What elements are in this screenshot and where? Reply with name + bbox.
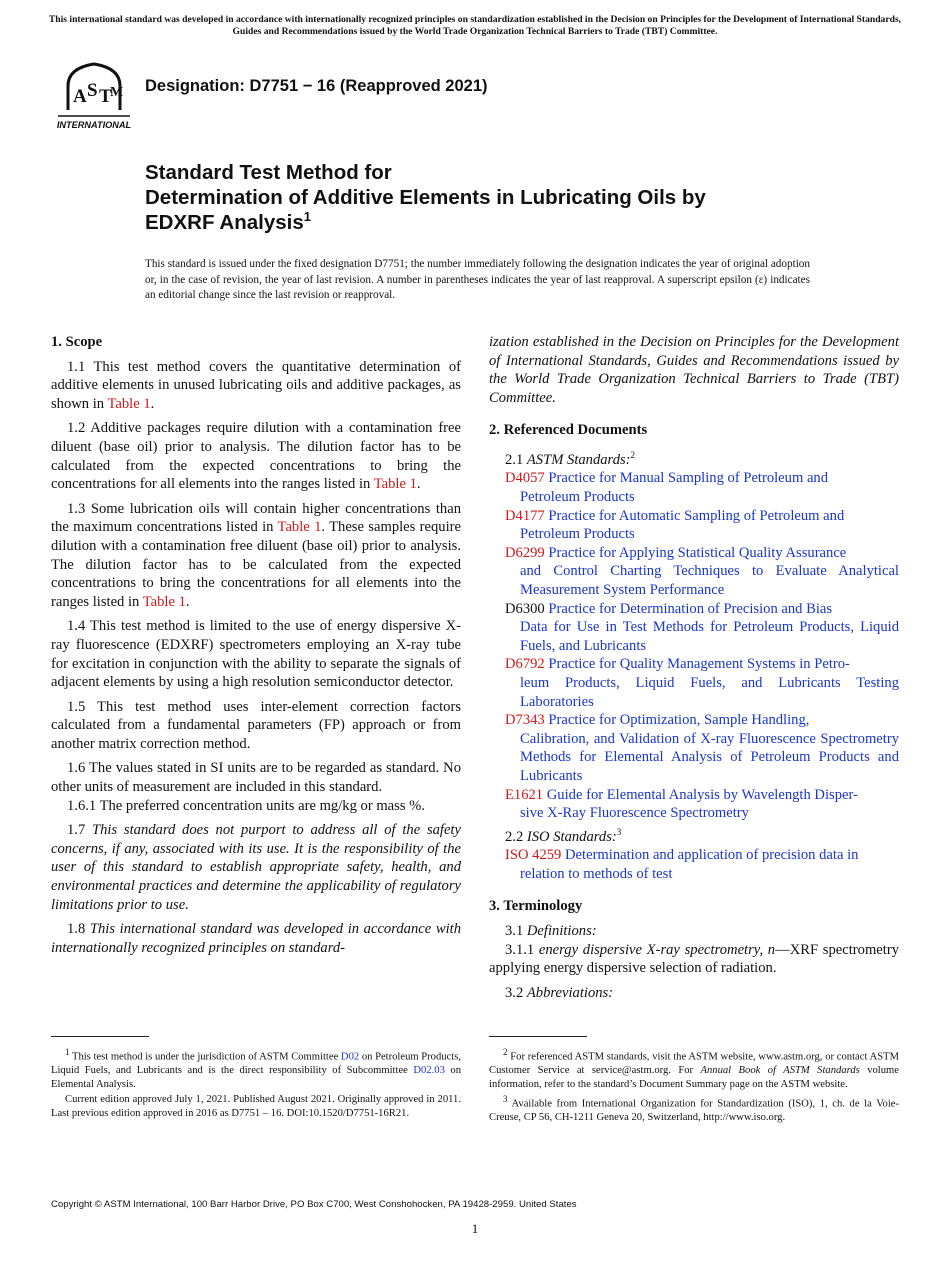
astm-reference-list xyxy=(489,469,899,822)
left-column xyxy=(51,333,461,957)
reference-code[interactable]: D7343 xyxy=(505,712,545,729)
reference-code: D6300 xyxy=(505,600,545,617)
copyright-line: Copyright © ASTM International, 100 Barr Harbor Drive, PO Box C700, West Conshohocken, PA 19428-2959. United States xyxy=(51,1199,577,1210)
reference-title-continued[interactable]: Petroleum Products xyxy=(520,526,635,543)
footnote-2: $^2$ For referenced ASTM standards, visit the ASTM website, www.astm.org, or contact ASTM Customer Service at service@astm.org. For Annual Book of ASTM Standards volume information, refer to the standard’s Document Summary page on the ASTM website. xyxy=(489,1047,899,1090)
para-1-1: 1.1 This test method covers the quantitative determination of additive elements in unused lubricating oils and additive packages, as shown in Table 1. xyxy=(51,358,461,412)
para-1-5: 1.5 This test method uses inter-element correction factors calculated from a fundamental parameters (FP) approach or from another matrix correction method. xyxy=(51,698,461,752)
reference-title[interactable]: Practice for Determination of Precision and Bias xyxy=(548,600,833,617)
para-1-8-continued: ization established in the Decision on Principles for the Development of International Standards, Guides and Recommendations issued by the World Trade Organization Technical Barriers to Trade (TBT) Committee. xyxy=(489,334,899,406)
wto-notice: This international standard was developed in accordance with internationally recognized principles on standardization established in the Decision on Principles for the Development of International Standards, Guides and Recommendations issued by the World Trade Organization Technical Barriers to Trade (TBT) Committee. xyxy=(48,14,902,37)
reference-d4057[interactable] xyxy=(489,469,899,506)
table-1-link[interactable]: Table 1 xyxy=(277,519,322,536)
reference-title[interactable]: Practice for Quality Management Systems in Petro- xyxy=(548,656,850,673)
para-3-1: 3.1 Definitions: xyxy=(505,922,597,939)
subcommittee-d02-03-link[interactable]: D02.03 xyxy=(413,1065,445,1077)
reference-d7343[interactable] xyxy=(489,711,899,785)
para-1-8: 1.8 This international standard was developed in accordance with internationally recognized principles on standard- xyxy=(51,921,462,956)
title-line-1: Standard Test Method for xyxy=(145,161,392,184)
reference-iso-4259[interactable]: ISO 4259 Determination and application of precision data in relation to methods of test xyxy=(505,847,859,882)
astm-logo xyxy=(54,58,134,132)
designation: Designation: D7751 − 16 (Reapproved 2021) xyxy=(145,77,488,95)
section-heading-scope: 1. Scope xyxy=(51,334,103,350)
reference-title-continued[interactable]: leum Products, Liquid Fuels, and Lubricants Testing Laboratories xyxy=(520,674,899,710)
para-3-1-1: 3.1.1 energy dispersive X-ray spectrometry, n—XRF spectrometry applying energy dispersive selection of radiation. xyxy=(489,941,899,977)
reference-title[interactable]: Practice for Applying Statistical Quality Assurance xyxy=(548,544,847,561)
table-1-link[interactable]: Table 1 xyxy=(373,476,417,493)
para-1-4: 1.4 This test method is limited to the use of energy dispersive X-ray fluorescence (EDXRF) spectrometers employing an X-ray tube for excitation in conjunction with the ability to separate the signals of adjacent elements by using a high resolution semiconductor detector. xyxy=(51,618,461,691)
footnote-rule-left xyxy=(51,1036,149,1037)
reference-d6299[interactable] xyxy=(489,544,899,600)
para-1-6-1: 1.6.1 The preferred concentration units are mg/kg or mass %. xyxy=(67,797,425,814)
logo-wordmark: INTERNATIONAL xyxy=(56,120,132,130)
astm-standards-label: 2.1 ASTM Standards:$^2$ xyxy=(505,449,636,468)
reference-code[interactable]: E1621 xyxy=(505,786,544,803)
reference-title-continued[interactable]: Calibration, and Validation of X-ray Fluorescence Spectrometry Methods for Elemental Analysis of Petroleum Products and Lubricants xyxy=(520,730,899,784)
footnote-1: $^1$ This test method is under the jurisdiction of ASTM Committee D02 on Petroleum Products, Liquid Fuels, and Lubricants and is the direct responsibility of Subcommittee D02.03 on Elemental Analysis. xyxy=(51,1047,461,1090)
reference-title[interactable]: Practice for Automatic Sampling of Petroleum and xyxy=(548,507,845,524)
page-number: 1 xyxy=(471,1221,479,1236)
reference-code[interactable]: D4177 xyxy=(505,507,545,524)
section-heading-referenced-documents: 2. Referenced Documents xyxy=(489,422,648,439)
issuance-note: This standard is issued under the fixed designation D7751; the number immediately following the designation indicates the year of original adoption or, in the case of revision, the year of last revision. A number in parentheses indicates the year of last reapproval. A superscript epsilon (ε) indicates an editorial change since the last revision or reapproval. xyxy=(145,258,810,301)
reference-code[interactable]: D4057 xyxy=(505,470,545,487)
svg-text:T: T xyxy=(99,86,112,107)
reference-code[interactable]: D6792 xyxy=(505,656,545,673)
committee-d02-link[interactable]: D02 xyxy=(340,1051,360,1063)
para-1-2: 1.2 Additive packages require dilution with a contamination free diluent (base oil) prior to analysis. The dilution factor has to be calculated from the expected concentrations to bring the concentrations for all elements into the ranges listed in Table 1. xyxy=(51,420,461,493)
reference-title[interactable]: Practice for Optimization, Sample Handling, xyxy=(548,712,810,729)
footnotes-right xyxy=(489,1046,899,1125)
reference-title-continued[interactable]: sive X-Ray Fluorescence Spectrometry xyxy=(520,805,749,822)
iso-standards-label: 2.2 ISO Standards:$^3$ xyxy=(505,826,622,845)
reference-d6792[interactable] xyxy=(489,655,899,711)
reference-title-continued[interactable]: Petroleum Products xyxy=(520,489,635,506)
para-1-7: 1.7 This standard does not purport to address all of the safety concerns, if any, associated with its use. It is the responsibility of the user of this standard to establish appropriate safety, health, and environmental practices and determine the applicability of regulatory limitations prior to use. xyxy=(51,822,461,913)
table-1-link[interactable]: Table 1 xyxy=(107,395,151,412)
table-1-link[interactable]: Table 1 xyxy=(142,593,186,610)
para-1-3: 1.3 Some lubrication oils will contain higher concentrations than the maximum concentrations listed in Table 1. These samples require dilution with a contamination free diluent (base oil) prior to analysis. The dilution factor has to be calculated from the expected concentrations to bring the concentrations for all elements into the ranges listed in Table 1. xyxy=(51,500,461,610)
document-title xyxy=(145,160,865,235)
footnote-rule-right xyxy=(489,1036,587,1037)
reference-d6300 xyxy=(489,600,899,656)
svg-text:A: A xyxy=(73,86,87,107)
title-line-3: EDXRF Analysis xyxy=(145,211,304,234)
reference-title[interactable]: Practice for Manual Sampling of Petroleum and xyxy=(548,470,829,487)
right-column xyxy=(489,333,899,1002)
svg-text:M: M xyxy=(110,85,124,100)
section-heading-terminology: 3. Terminology xyxy=(489,898,583,915)
footnote-1-edition: Current edition approved July 1, 2021. Published August 2021. Originally approved in 2011. Last previous edition approved in 2016 as D7751 – 16. DOI:10.1520/D7751-16R21. xyxy=(51,1094,461,1119)
para-1-6: 1.6 The values stated in SI units are to be regarded as standard. No other units of measurement are included in this standard. xyxy=(51,760,461,796)
reference-code[interactable]: D6299 xyxy=(505,544,545,561)
footnotes-left xyxy=(51,1046,461,1121)
title-line-2: Determination of Additive Elements in Lubricating Oils by xyxy=(145,186,706,209)
reference-e1621[interactable] xyxy=(489,786,899,823)
title-footnote-mark: 1 xyxy=(303,209,311,224)
reference-title[interactable]: Guide for Elemental Analysis by Wavelength Disper- xyxy=(546,786,858,803)
footnote-3: $^3$ Available from International Organization for Standardization (ISO), 1, ch. de la Voie-Creuse, CP 56, CH-1211 Geneva 20, Switzerland, http://www.iso.org. xyxy=(489,1094,899,1124)
reference-title-continued[interactable]: and Control Charting Techniques to Evaluate Analytical Measurement System Performance xyxy=(520,563,899,598)
reference-title-continued[interactable]: Data for Use in Test Methods for Petroleum Products, Liquid Fuels, and Lubricants xyxy=(520,619,899,654)
para-3-2: 3.2 Abbreviations: xyxy=(505,984,614,1001)
svg-text:S: S xyxy=(87,80,98,101)
reference-d4177[interactable] xyxy=(489,507,899,544)
